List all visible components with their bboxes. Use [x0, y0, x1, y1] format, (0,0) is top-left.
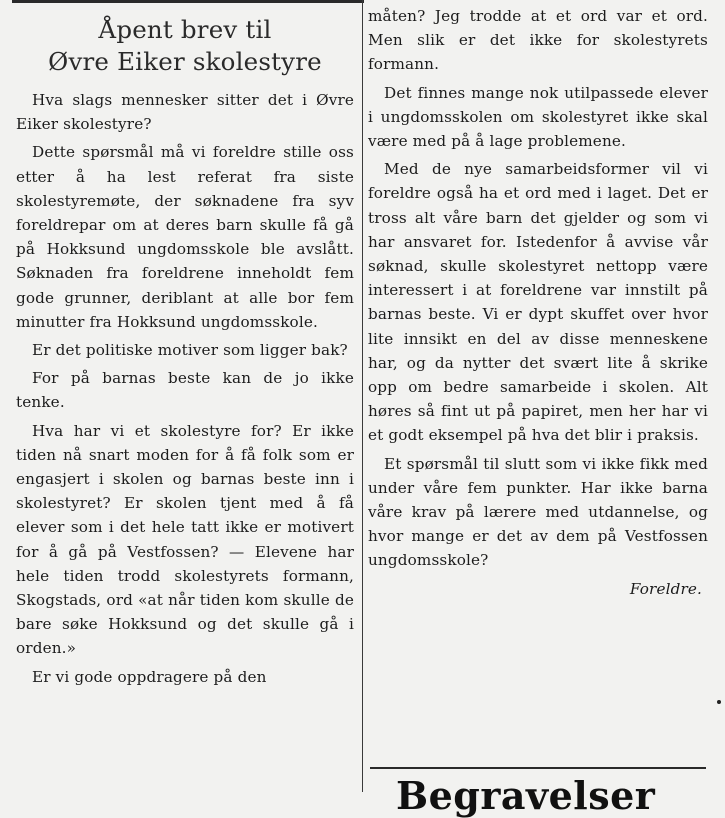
margin-mark	[717, 700, 721, 704]
headline-line-1: Åpent brev til	[98, 15, 272, 44]
paragraph: Med de nye samarbeidsformer vil vi foreldre også ha et ord med i laget. Det er tross alt våre barn det gjelder og som vi har ansvaret for. Istedenfor å avvise vår søknad, skulle skolestyret nettopp være interessert i at foreldrene var innstilt på barnas beste. Vi er dypt skuffet over hvor lite innsikt en del av disse menneskene har, og da nytter det svært lite å skrike opp om bedre samarbeide i skolen. Alt høres så fint ut på papiret, men her har vi et godt eksempel på hva det blir i praksis.	[368, 160, 708, 445]
article-signature: Foreldre.	[629, 579, 702, 598]
paragraph: Er det politiske motiver som ligger bak?	[32, 341, 348, 360]
column-divider	[362, 0, 363, 792]
paragraph: Hva har vi et skolestyre for? Er ikke tiden nå snart moden for å få folk som er engasjert i skolen og barnas beste inn i skolestyret? Er skolen tjent med å få elever som i det hele tatt ikke er motivert for å gå på Vestfossen? — Elevene har hele tiden trodd skolestyrets formann, Skogstads, ord «at når tiden kom skulle de bare søke Hokksund og det skulle gå i orden.»	[16, 421, 354, 658]
next-section-headline: Begravelser	[396, 773, 656, 818]
article-headline	[16, 14, 354, 78]
paragraph: Dette spørsmål må vi foreldre stille oss etter å ha lest referat fra siste skolestyremøte, der søknadene fra syv foreldrepar om at deres barn skulle få gå på Hokksund ungdomsskole ble avslått. Søknaden fra foreldrene inneholdt fem gode grunner, deriblant at alle bor fem minutter fra Hokksund ungdomsskole.	[16, 143, 354, 331]
paragraph: måten? Jeg trodde at et ord var et ord. Men slik er det ikke for skolestyrets formann.	[368, 7, 708, 74]
paragraph: Hva slags mennesker sitter det i Øvre Eiker skolestyre?	[16, 91, 354, 134]
paragraph: Er vi gode oppdragere på den	[32, 667, 267, 686]
section-divider	[370, 767, 706, 769]
paragraph: For på barnas beste kan de jo ikke tenke.	[16, 369, 354, 412]
paragraph: Et spørsmål til slutt som vi ikke fikk med under våre fem punkter. Har ikke barna våre krav på lærere med utdannelse, og hvor mange er det av dem på Vestfossen ungdomsskole?	[368, 454, 708, 570]
left-column	[16, 0, 354, 693]
paragraph: Det finnes mange nok utilpassede elever i ungdomsskolen om skolestyret ikke skal være med på å lage problemene.	[368, 83, 708, 151]
headline-line-2: Øvre Eiker skolestyre	[48, 47, 322, 76]
right-column	[368, 0, 708, 601]
